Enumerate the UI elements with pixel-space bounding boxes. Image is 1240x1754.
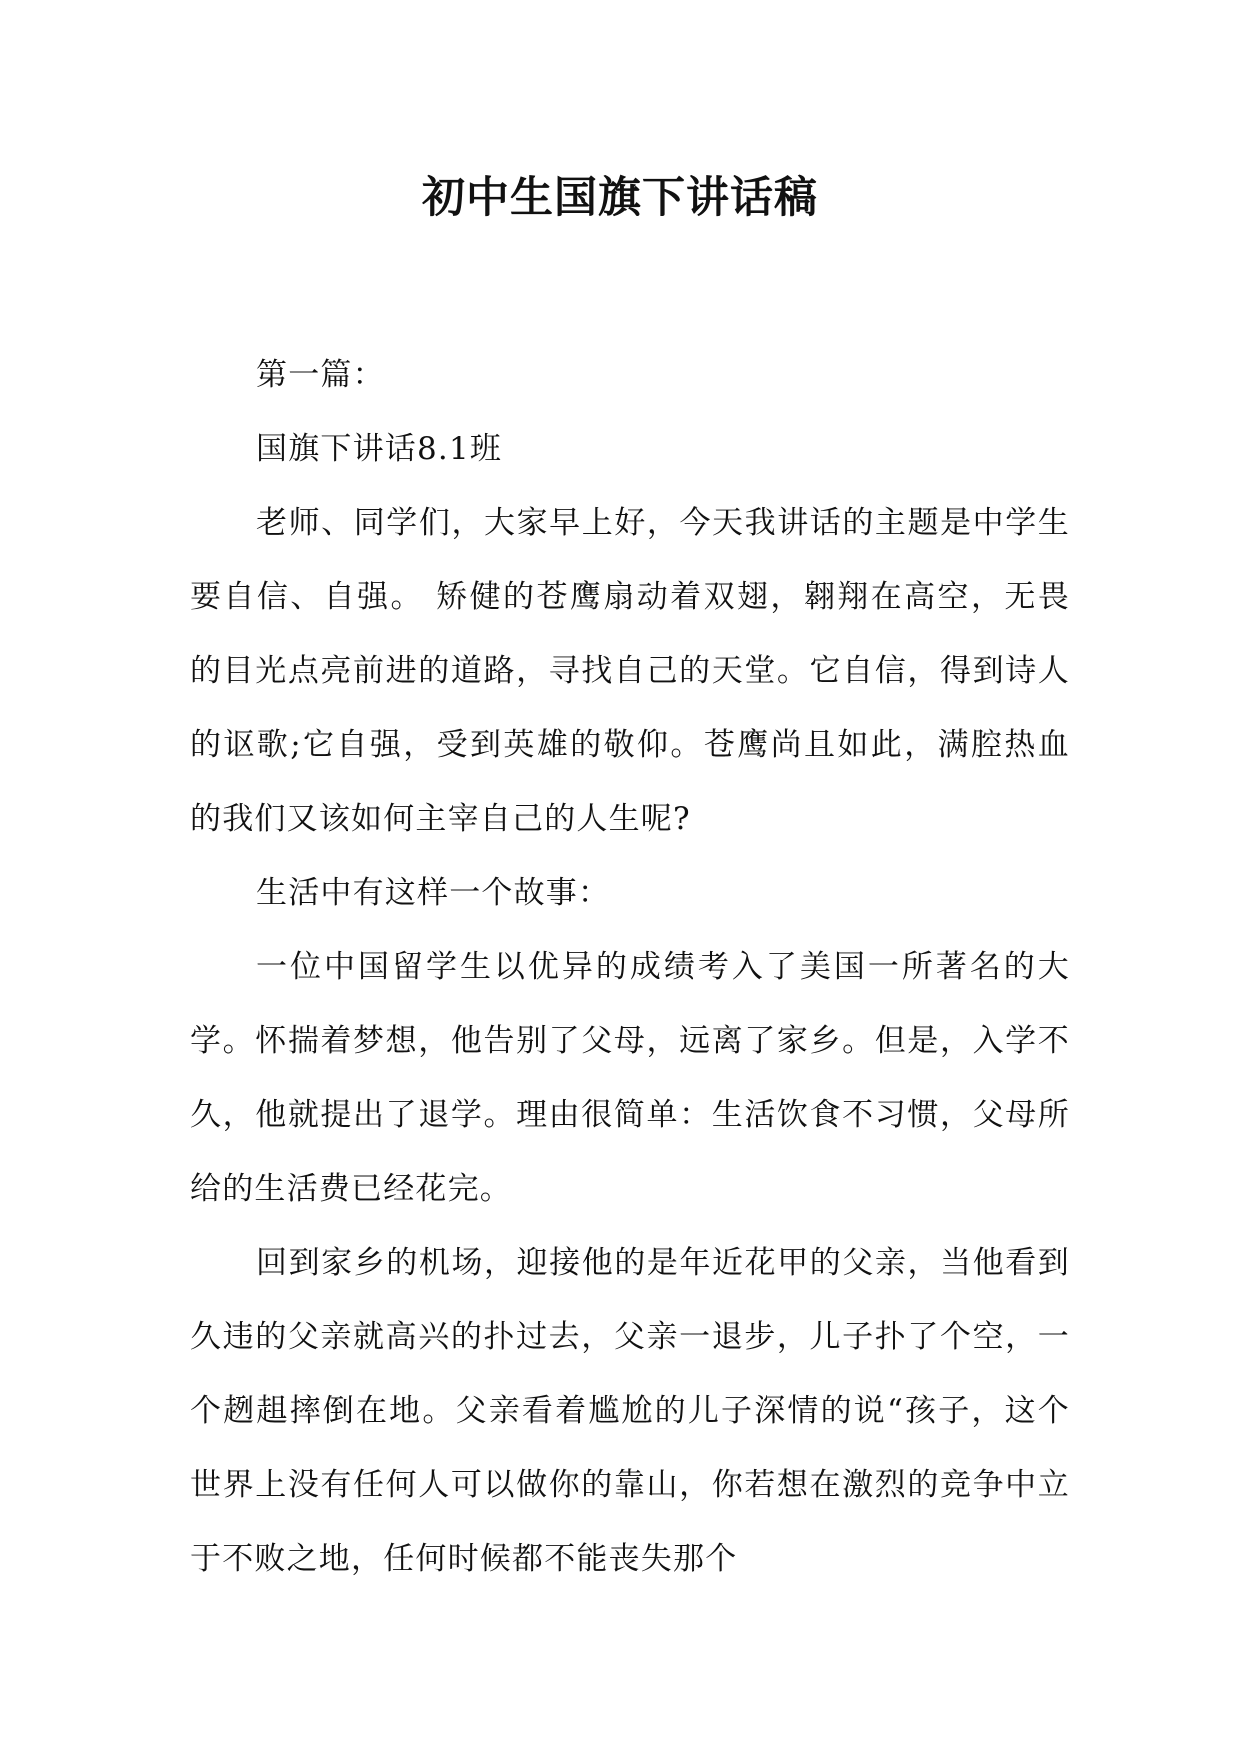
document-body [190, 338, 1070, 1596]
paragraph-story-intro: 生活中有这样一个故事： [256, 875, 611, 911]
paragraph-opening: 老师、同学们，大家早上好，今天我讲话的主题是中学生要自信、自强。 矫健的苍鹰扇动着双翅，翱翔在高空，无畏的目光点亮前进的道路，寻找自己的天堂。它自信，得到诗人的讴歌;它自强，受到英雄的敬仰。苍鹰尚且如此，满腔热血的我们又该如何主宰自己的人生呢? [190, 505, 1070, 837]
paragraph-story-part-2: 回到家乡的机场，迎接他的是年近花甲的父亲，当他看到久违的父亲就高兴的扑过去，父亲一退步，儿子扑了个空，一个趔趄摔倒在地。父亲看着尴尬的儿子深情的说“孩子，这个世界上没有任何人可以做你的靠山，你若想在激烈的竞争中立于不败之地，任何时候都不能丧失那个 [190, 1245, 1070, 1577]
paragraph-speech-heading: 国旗下讲话8.1班 [256, 431, 503, 467]
document-title: 初中生国旗下讲话稿 [422, 173, 818, 223]
paragraph-section-heading: 第一篇： [256, 357, 385, 393]
paragraph-story-part-1: 一位中国留学生以优异的成绩考入了美国一所著名的大学。怀揣着梦想，他告别了父母，远离了家乡。但是，入学不久，他就提出了退学。理由很简单：生活饮食不习惯，父母所给的生活费已经花完。 [190, 949, 1070, 1207]
